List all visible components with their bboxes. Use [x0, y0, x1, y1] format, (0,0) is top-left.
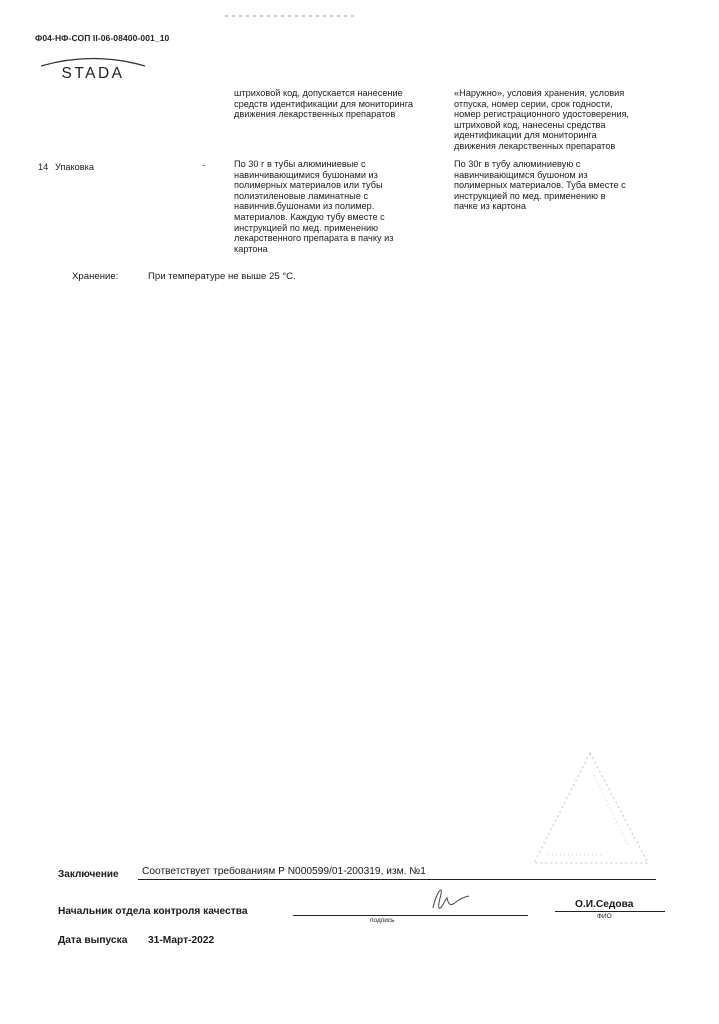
row-number: 14 [38, 162, 49, 172]
svg-text:STADA: STADA [61, 65, 125, 82]
issue-date-value: 31-Март-2022 [148, 935, 215, 946]
signature-caption: подпись [370, 917, 395, 924]
packaging-requirement-cell: По 30 г в тубы алюминиевые с навинчивающимися бушонами из полимерных материалов или тубы полиэтиленовые ламинатные с навинчив.бушонами из полимер. материалов. Каждую тубу вместе с инструкцией по мед. применению лекарственного препарата в пачку из картона [234, 159, 394, 254]
name-caption: ФИО [597, 913, 612, 920]
row-name: Упаковка [55, 162, 94, 172]
signer-name: О.И.Седова [575, 899, 634, 910]
conclusion-value: Соответствует требованиям Р N000599/01-200319, изм. №1 [142, 866, 426, 877]
signature-line [293, 915, 528, 916]
conclusion-label: Заключение [58, 869, 119, 880]
continuation-middle-cell: штриховой код, допускается нанесение средств идентификации для мониторинга движения лекарственных препаратов [234, 88, 413, 120]
head-of-qc-label: Начальник отдела контроля качества [58, 906, 248, 917]
storage-label: Хранение: [72, 271, 119, 282]
form-code: Ф04-НФ-СОП II-06-08400-001_10 [35, 33, 170, 43]
faint-stamp-mark [528, 745, 658, 870]
row-dash: - [202, 160, 206, 170]
name-underline [555, 911, 665, 912]
packaging-actual-cell: По 30г в тубу алюминиевую с навинчивающимся бушоном из полимерных материалов. Туба вместе с инструкцией по мед. применению в пачке из картона [454, 159, 626, 212]
issue-date-label: Дата выпуска [58, 935, 128, 946]
conclusion-underline [138, 879, 656, 880]
handwritten-signature [425, 886, 475, 914]
continuation-right-cell: «Наружно», условия хранения, условия отпуска, номер серии, срок годности, номер регистрационного удостоверения, штриховой код, нанесены средства идентификации для мониторинга движения лекарственных препаратов [454, 88, 629, 151]
storage-value: При температуре не выше 25 °С. [148, 271, 296, 282]
scan-artifact [225, 14, 355, 18]
stada-logo [33, 53, 153, 83]
